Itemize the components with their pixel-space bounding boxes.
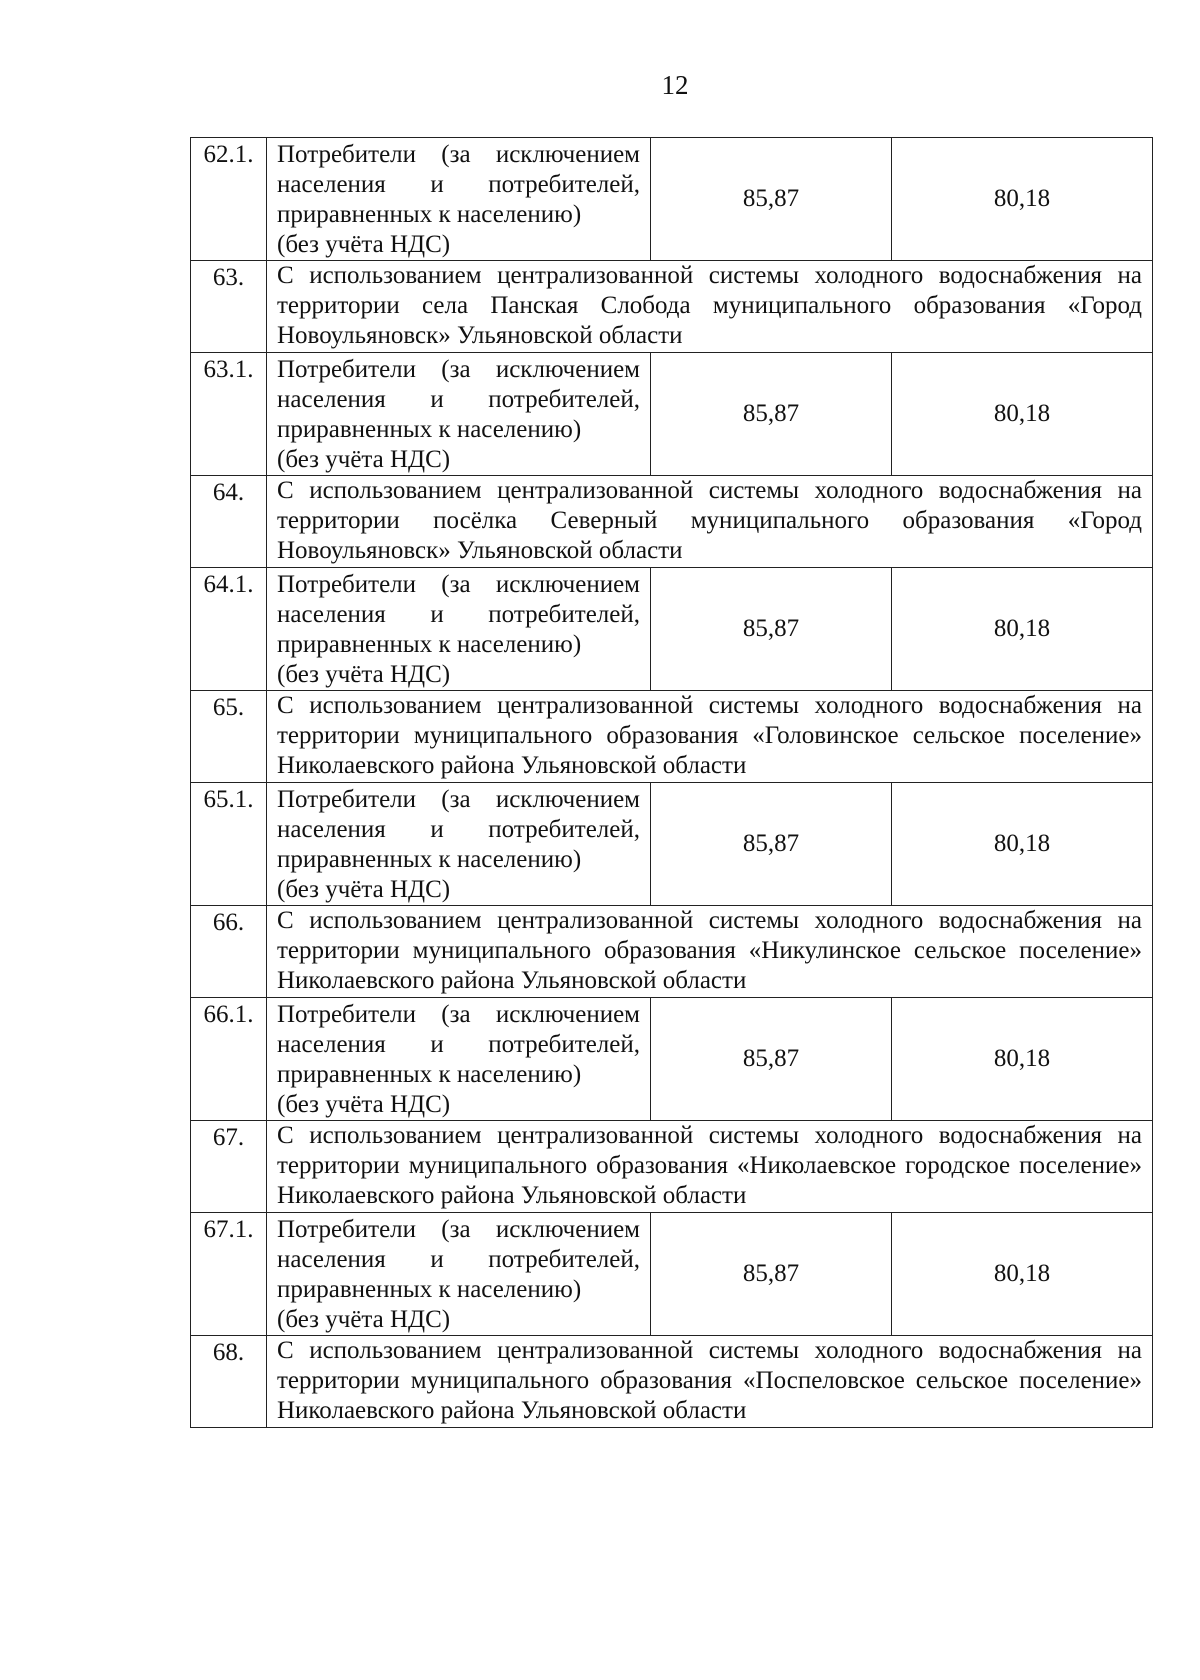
tariff-table-body [191,138,1153,1428]
tariff-value-first-period: 85,87 [651,353,892,476]
section-description: С использованием централизованной системы холодного водоснабжения на территории муниципального образования «Никулинское сельское поселение» Николаевского района Ульяновской области [267,906,1153,998]
tariff-value-second-period: 80,18 [892,998,1153,1121]
row-number: 65. [191,691,267,783]
section-description: С использованием централизованной системы холодного водоснабжения на территории муниципального образования «Головинское сельское поселение» Николаевского района Ульяновской области [267,691,1153,783]
consumer-category-line: Потребители (за исключением [277,1216,640,1243]
consumer-category [267,568,651,691]
tariff-value-second-period: 80,18 [892,138,1153,261]
tariff-subrow [191,783,1153,906]
row-number: 65.1. [191,783,267,906]
tariff-value-first-period: 85,87 [651,783,892,906]
row-number: 67.1. [191,1213,267,1336]
row-number: 64.1. [191,568,267,691]
consumer-category-line: приравненных к населению) [277,631,582,658]
tariff-value-first-period: 85,87 [651,998,892,1121]
tariff-value-second-period: 80,18 [892,783,1153,906]
consumer-category-line: Потребители (за исключением [277,356,640,383]
section-description: С использованием централизованной системы холодного водоснабжения на территории посёлка Северный муниципального образования «Город Новоульяновск» Ульяновской области [267,476,1153,568]
consumer-category-line: Потребители (за исключением [277,1001,640,1028]
row-number: 67. [191,1121,267,1213]
row-number: 62.1. [191,138,267,261]
consumer-category [267,138,651,261]
consumer-category-line: приравненных к населению) [277,201,582,228]
tariff-value-first-period: 85,87 [651,138,892,261]
row-number: 68. [191,1336,267,1428]
tariff-section-row [191,476,1153,568]
consumer-category-line: (без учёта НДС) [277,661,451,688]
consumer-category [267,353,651,476]
tariff-value-second-period: 80,18 [892,1213,1153,1336]
section-description: С использованием централизованной системы холодного водоснабжения на территории муниципального образования «Поспеловское сельское поселение» Николаевского района Ульяновской области [267,1336,1153,1428]
consumer-category-line: приравненных к населению) [277,1061,582,1088]
consumer-category-line: приравненных к населению) [277,846,582,873]
tariff-value-first-period: 85,87 [651,568,892,691]
consumer-category-line: населения и потребителей, [277,386,640,413]
section-description: С использованием централизованной системы холодного водоснабжения на территории села Панская Слобода муниципального образования «Город Новоульяновск» Ульяновской области [267,261,1153,353]
row-number: 64. [191,476,267,568]
consumer-category [267,998,651,1121]
consumer-category-line: населения и потребителей, [277,601,640,628]
tariff-table [190,137,1153,1428]
row-number: 63.1. [191,353,267,476]
consumer-category [267,783,651,906]
section-description: С использованием централизованной системы холодного водоснабжения на территории муниципального образования «Николаевское городское поселение» Николаевского района Ульяновской области [267,1121,1153,1213]
consumer-category-line: приравненных к населению) [277,1276,582,1303]
tariff-subrow [191,998,1153,1121]
row-number: 66.1. [191,998,267,1121]
row-number: 66. [191,906,267,998]
row-number: 63. [191,261,267,353]
consumer-category [267,1213,651,1336]
tariff-subrow [191,353,1153,476]
consumer-category-line: Потребители (за исключением [277,786,640,813]
consumer-category-line: населения и потребителей, [277,1031,640,1058]
consumer-category-line: населения и потребителей, [277,816,640,843]
consumer-category-line: Потребители (за исключением [277,141,640,168]
tariff-section-row [191,906,1153,998]
tariff-value-second-period: 80,18 [892,568,1153,691]
consumer-category-line: населения и потребителей, [277,171,640,198]
consumer-category-line: (без учёта НДС) [277,231,451,258]
consumer-category-line: населения и потребителей, [277,1246,640,1273]
consumer-category-line: (без учёта НДС) [277,446,451,473]
tariff-section-row [191,1121,1153,1213]
tariff-subrow [191,568,1153,691]
tariff-value-second-period: 80,18 [892,353,1153,476]
consumer-category-line: приравненных к населению) [277,416,582,443]
page-number: 12 [661,70,689,100]
consumer-category-line: (без учёта НДС) [277,876,451,903]
consumer-category-line: Потребители (за исключением [277,571,640,598]
consumer-category-line: (без учёта НДС) [277,1091,451,1118]
tariff-value-first-period: 85,87 [651,1213,892,1336]
tariff-section-row [191,691,1153,783]
tariff-section-row [191,1336,1153,1428]
tariff-subrow [191,1213,1153,1336]
tariff-subrow [191,138,1153,261]
tariff-section-row [191,261,1153,353]
consumer-category-line: (без учёта НДС) [277,1306,451,1333]
